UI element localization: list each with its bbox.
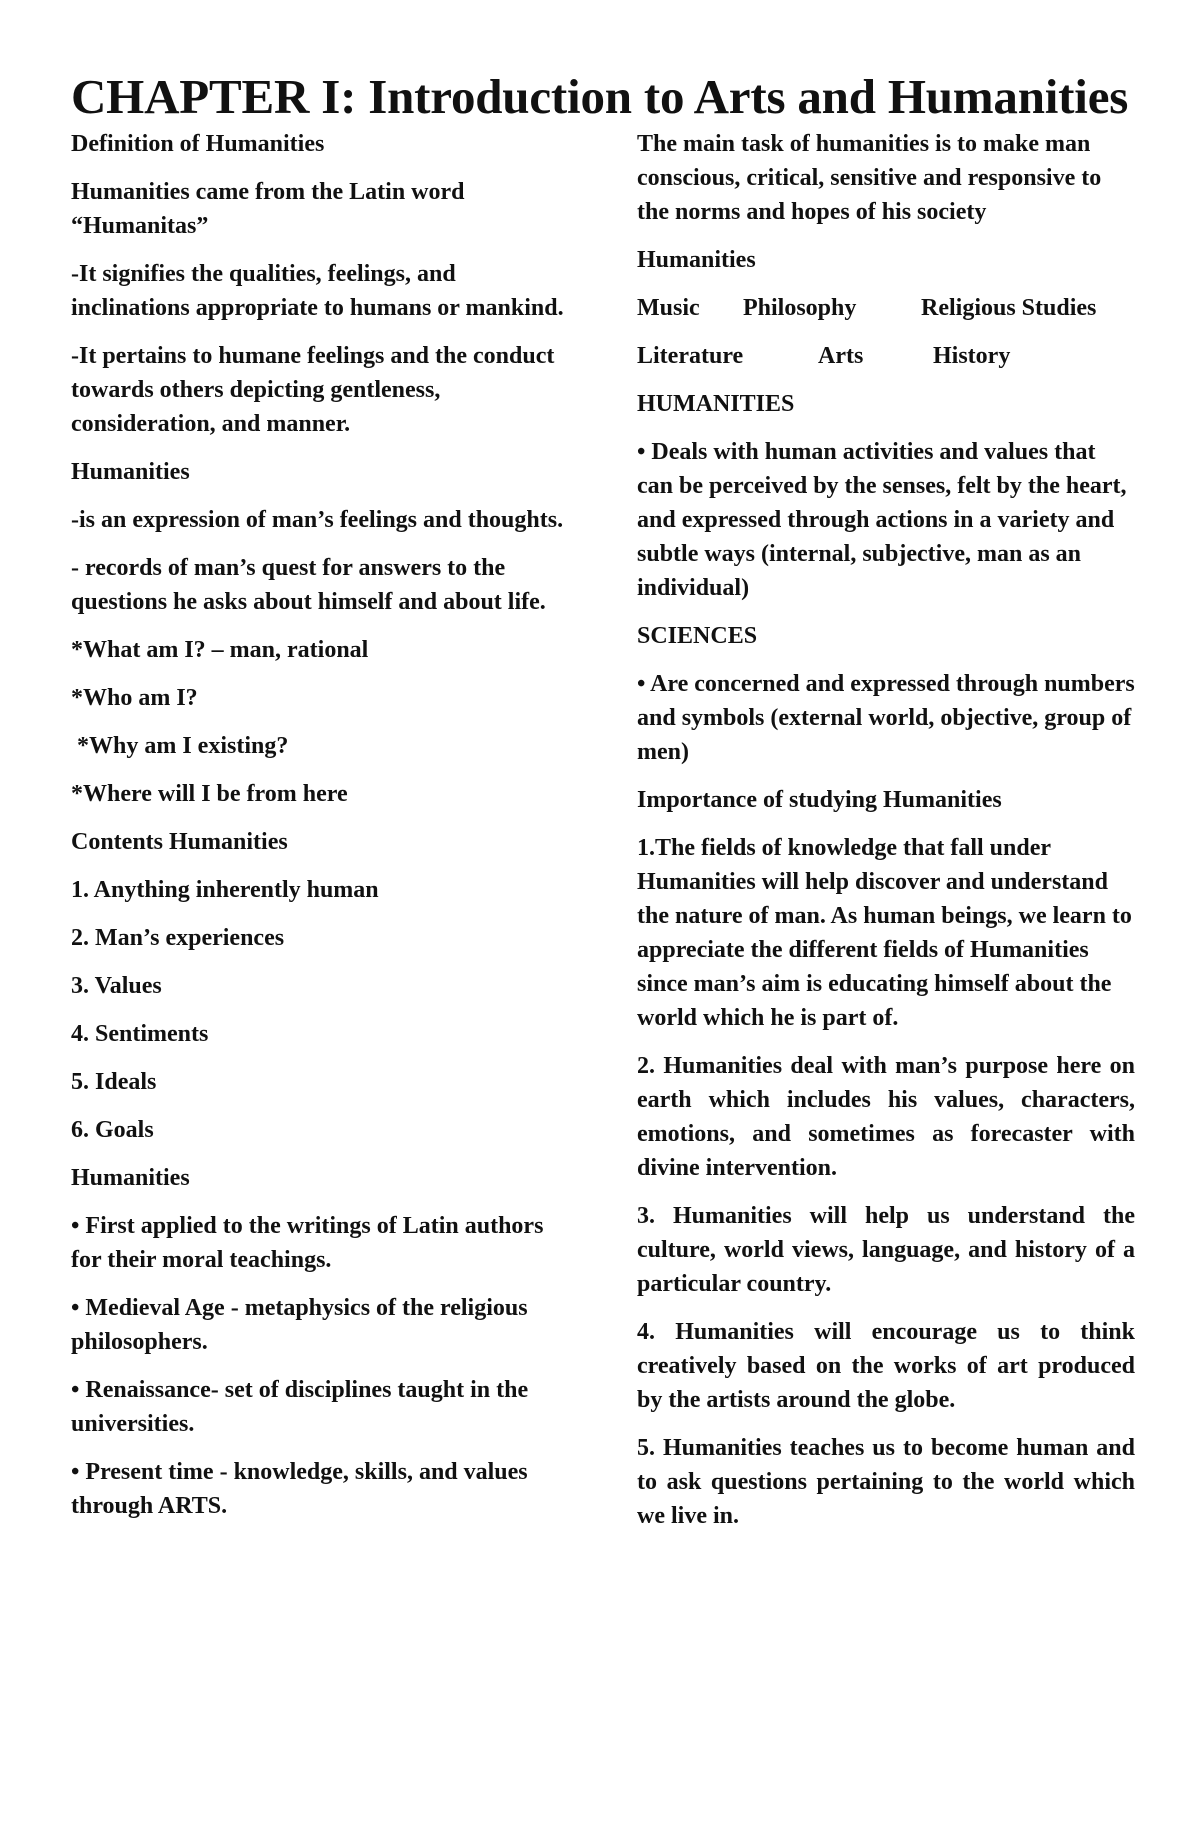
contents-heading: Contents Humanities <box>71 829 288 855</box>
field-label: Arts <box>818 343 864 369</box>
field-label: Music <box>637 295 700 321</box>
contents-item: 1. Anything inherently human <box>71 877 379 903</box>
field-label: Religious Studies <box>921 295 1097 321</box>
signifies-paragraph: -It signifies the qualities, feelings, and inclinations appropriate to humans or mankind. <box>71 261 564 321</box>
contents-item: 5. Ideals <box>71 1069 157 1095</box>
left-column <box>71 127 571 1537</box>
pertains-paragraph: -It pertains to humane feelings and the conduct towards others depicting gentleness, consideration, and manner. <box>71 343 555 437</box>
question-item: *Where will I be from here <box>71 781 348 807</box>
history-bullet: • Renaissance- set of disciplines taught in the universities. <box>71 1377 529 1437</box>
sciences-heading: SCIENCES <box>637 623 758 649</box>
field-label: Philosophy <box>743 295 857 321</box>
fields-row <box>637 339 1135 373</box>
contents-item: 6. Goals <box>71 1117 154 1143</box>
history-bullet: • Medieval Age - metaphysics of the religious philosophers. <box>71 1295 528 1355</box>
field-label: History <box>933 343 1011 369</box>
question-item: *Who am I? <box>71 685 198 711</box>
contents-item: 4. Sentiments <box>71 1021 209 1047</box>
chapter-title: CHAPTER I: Introduction to Arts and Humanities <box>71 69 1129 124</box>
expression-paragraph: -is an expression of man’s feelings and thoughts. <box>71 507 564 533</box>
contents-item: 2. Man’s experiences <box>71 925 285 951</box>
humanities-heading: Humanities <box>71 459 190 485</box>
field-label: Literature <box>637 343 744 369</box>
humanities-heading: Humanities <box>637 247 756 273</box>
records-paragraph: - records of man’s quest for answers to the questions he asks about himself and about life. <box>71 555 546 615</box>
importance-item: 5. Humanities teaches us to become human and to ask questions pertaining to the world which we live in. <box>637 1435 1135 1529</box>
importance-item: 4. Humanities will encourage us to think creatively based on the works of art produced by the artists around the globe. <box>637 1319 1135 1413</box>
history-bullet: • First applied to the writings of Latin authors for their moral teachings. <box>71 1213 544 1273</box>
importance-item: 1.The fields of knowledge that fall under Humanities will help discover and understand the nature of man. As human beings, we learn to appreciate the different fields of Humanities since man’s aim is educating himself about the world which he is part of. <box>637 835 1132 1031</box>
importance-item: 2. Humanities deal with man’s purpose here on earth which includes his values, characters, emotions, and sometimes as forecaster with divine intervention. <box>637 1053 1135 1181</box>
right-column <box>637 127 1135 1547</box>
definition-heading: Definition of Humanities <box>71 131 325 157</box>
importance-item: 3. Humanities will help us understand the culture, world views, language, and history of a particular country. <box>637 1203 1135 1297</box>
history-bullet: • Present time - knowledge, skills, and values through ARTS. <box>71 1459 528 1519</box>
humanities-bullet: • Deals with human activities and values that can be perceived by the senses, felt by the heart, and expressed through actions in a variety and subtle ways (internal, subjective, man as an individual) <box>637 439 1127 601</box>
question-item: *What am I? – man, rational <box>71 637 369 663</box>
sciences-bullet: • Are concerned and expressed through numbers and symbols (external world, objective, group of men) <box>637 671 1135 765</box>
main-task-paragraph: The main task of humanities is to make man conscious, critical, sensitive and responsive to the norms and hopes of his society <box>637 131 1102 225</box>
humanities-heading: Humanities <box>71 1165 190 1191</box>
question-item: *Why am I existing? <box>71 733 289 759</box>
importance-heading: Importance of studying Humanities <box>637 787 1002 813</box>
humanities-caps-heading: HUMANITIES <box>637 391 795 417</box>
latin-origin-paragraph: Humanities came from the Latin word “Humanitas” <box>71 179 465 239</box>
fields-row <box>637 291 1135 325</box>
contents-item: 3. Values <box>71 973 162 999</box>
